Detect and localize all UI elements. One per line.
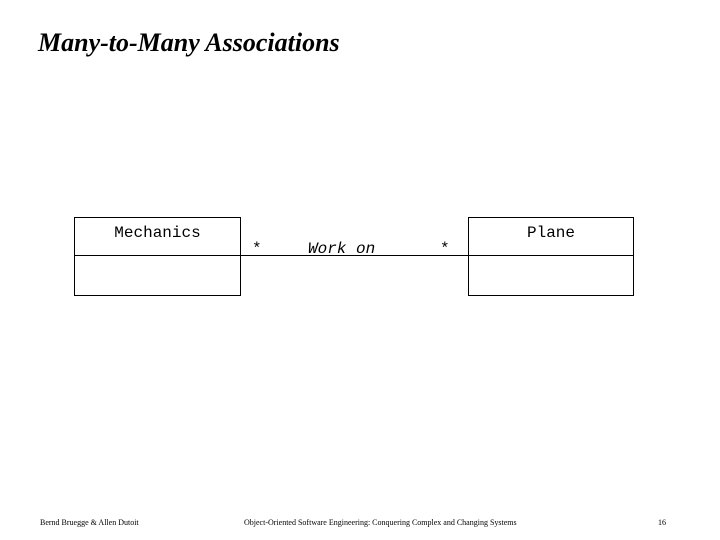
- footer-page-number: 16: [658, 518, 666, 527]
- class-box-plane: [468, 217, 634, 296]
- left-multiplicity: *: [252, 240, 262, 258]
- footer-authors: Bernd Bruegge & Allen Dutoit: [40, 518, 139, 527]
- footer-book-title: Object-Oriented Software Engineering: Conquering Complex and Changing Systems: [244, 518, 517, 527]
- class-name-mechanics: Mechanics: [75, 218, 240, 256]
- class-name-plane: Plane: [469, 218, 633, 256]
- slide-title: Many-to-Many Associations: [38, 28, 340, 57]
- association-name: Work on: [308, 240, 376, 258]
- class-box-mechanics: [74, 217, 241, 296]
- right-multiplicity: *: [440, 240, 450, 258]
